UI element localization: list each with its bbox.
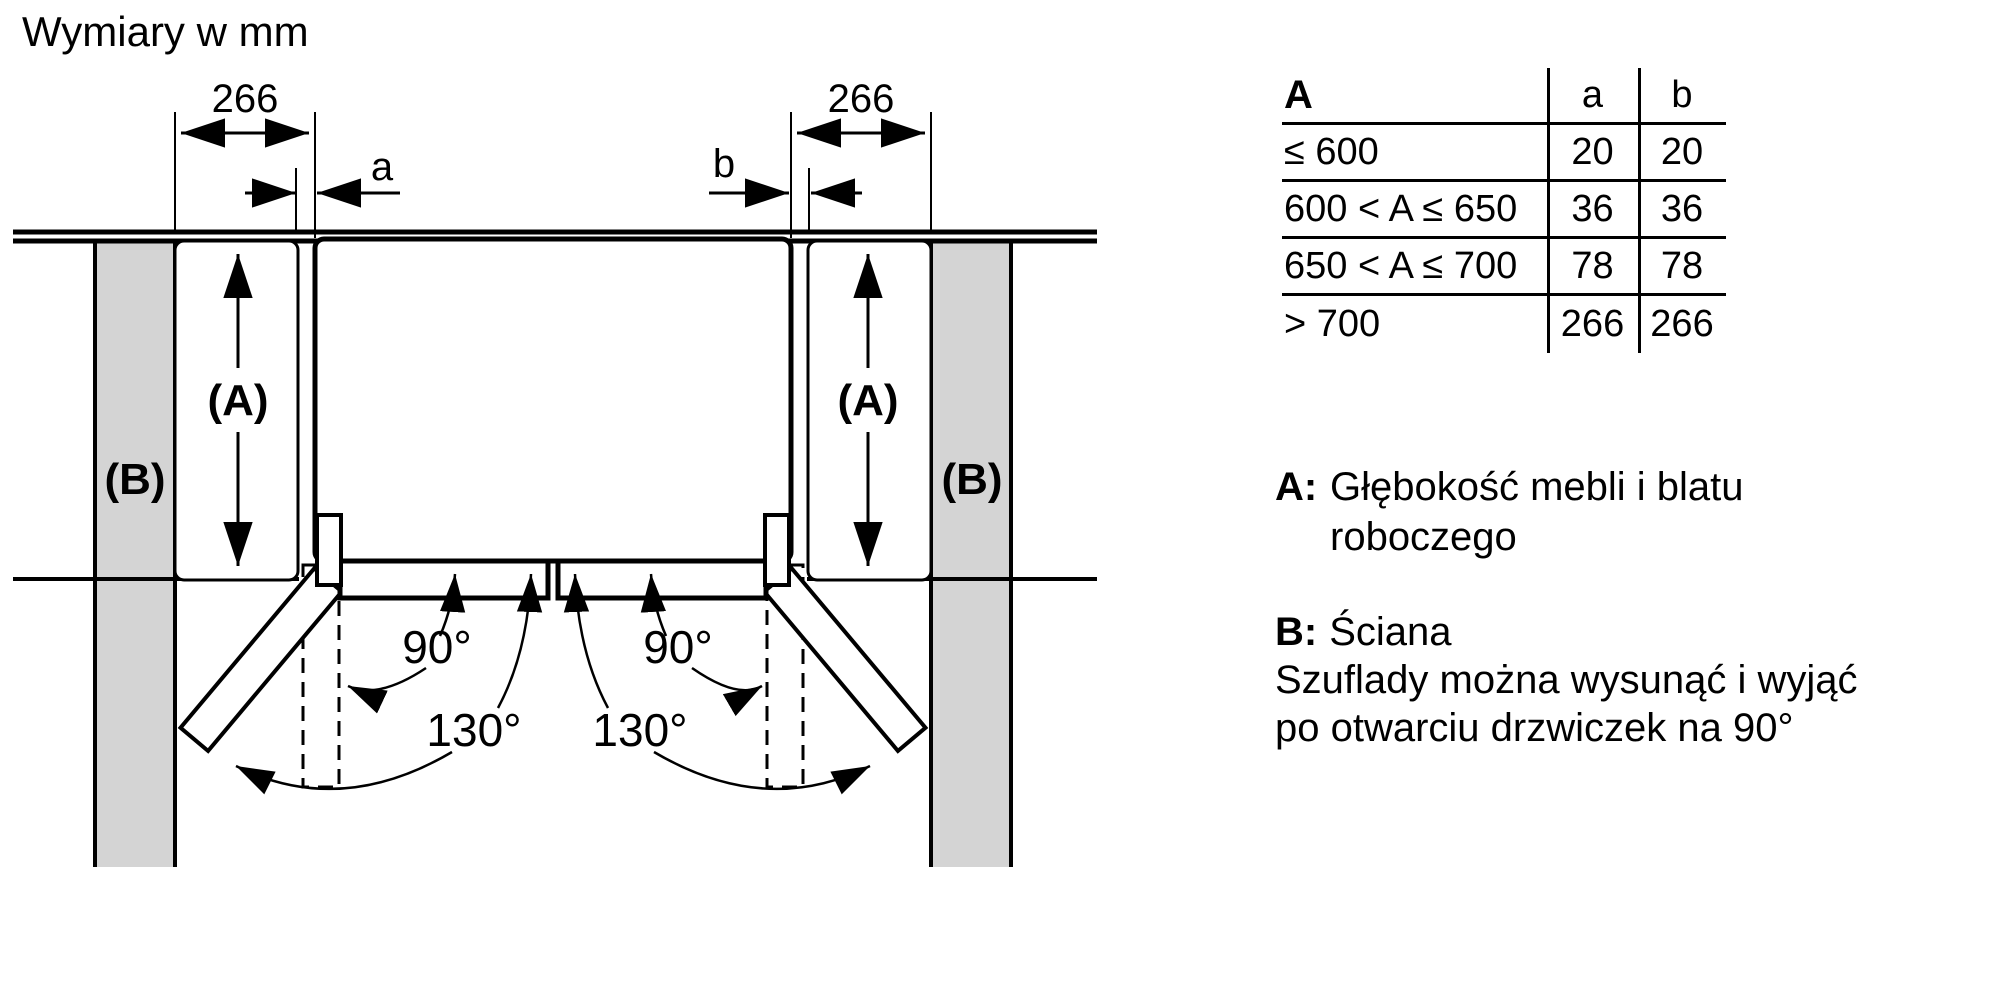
table-cell-b: 266 xyxy=(1650,303,1714,345)
table-header-row xyxy=(1282,68,1726,125)
table-cell-b: 78 xyxy=(1660,244,1704,287)
table-cell-a: 20 xyxy=(1571,130,1614,173)
wall-right xyxy=(931,241,1011,867)
legend-note-line1: Szuflady można wysunąć i wyjąć xyxy=(1275,658,1858,702)
legend-wall xyxy=(1275,608,1857,752)
gap-a-label: a xyxy=(370,145,394,189)
table-divider-1 xyxy=(1547,68,1550,353)
legend-wall-key: B: xyxy=(1275,610,1318,654)
angle-130-right-label: 130° xyxy=(592,704,688,756)
door-right-closed xyxy=(558,561,766,598)
legend-wall-text: Ściana xyxy=(1329,610,1452,654)
depth-label-right: (A) xyxy=(837,376,899,425)
table-cell-b: 20 xyxy=(1660,130,1704,173)
table-cell-range: 650 < A ≤ 700 xyxy=(1284,244,1518,287)
table-header-A: A xyxy=(1284,72,1313,117)
table-cell-b: 36 xyxy=(1660,187,1704,230)
table-row xyxy=(1282,296,1726,353)
table-cell-a: 266 xyxy=(1560,303,1625,345)
door-left-open xyxy=(181,568,342,750)
table-divider-2 xyxy=(1638,68,1641,353)
table-cell-range: 600 < A ≤ 650 xyxy=(1284,187,1518,230)
table-row xyxy=(1282,239,1726,296)
hinge-left xyxy=(317,515,341,585)
angle-90-left-label: 90° xyxy=(402,621,472,673)
gap-b-label: b xyxy=(712,142,736,186)
door-left-closed xyxy=(340,561,548,598)
fridge-niche xyxy=(315,239,791,561)
hinge-right xyxy=(765,515,789,585)
dim-266-left-label: 266 xyxy=(211,77,279,121)
table-cell-a: 78 xyxy=(1571,244,1614,287)
depth-label-left: (A) xyxy=(207,376,269,425)
table-cell-a: 36 xyxy=(1571,187,1614,230)
legend-depth-indent xyxy=(1275,512,1330,562)
swing-130-arc-left xyxy=(236,752,452,789)
angle-130-left-label: 130° xyxy=(426,704,522,756)
legend-depth-key: A: xyxy=(1275,465,1318,509)
wall-label-left: (B) xyxy=(104,455,166,504)
clearance-table xyxy=(1282,68,1726,353)
table-row xyxy=(1282,125,1726,182)
legend-note-line2: po otwarciu drzwiczek na 90° xyxy=(1275,706,1794,750)
table-cell-range: > 700 xyxy=(1284,303,1381,345)
wall-left xyxy=(95,241,175,867)
wall-label-right: (B) xyxy=(941,455,1003,504)
swing-130-arc-right xyxy=(654,752,870,789)
dim-266-right-label: 266 xyxy=(827,77,895,121)
legend-wall-line xyxy=(1275,608,1857,656)
legend-depth-text-line2: roboczego xyxy=(1330,515,1517,559)
page-title: Wymiary w mm xyxy=(22,8,309,55)
table-header-b: b xyxy=(1671,73,1693,116)
door-right-open xyxy=(764,568,925,750)
legend-depth xyxy=(1275,462,1744,562)
legend-depth-text-line1: Głębokość mebli i blatu xyxy=(1330,465,1744,509)
angle-90-right-label: 90° xyxy=(643,621,713,673)
table-cell-range: ≤ 600 xyxy=(1284,130,1379,173)
table-row xyxy=(1282,182,1726,239)
table-header-a: a xyxy=(1581,73,1604,116)
